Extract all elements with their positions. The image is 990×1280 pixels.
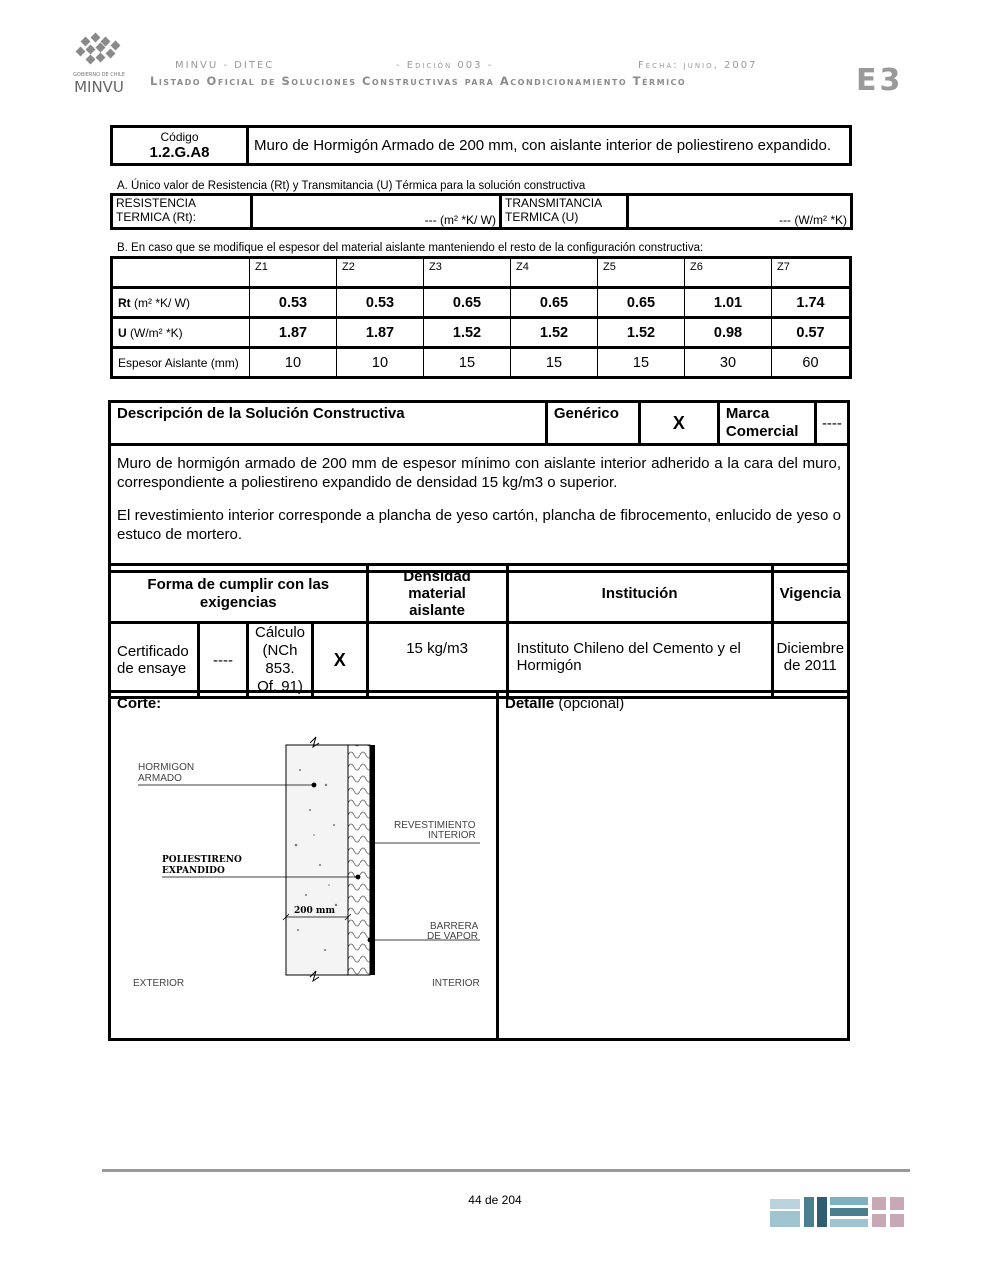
section-b-title: B. En caso que se modifique el espesor del material aislante manteniendo el resto de la configuración constructiva: xyxy=(117,242,704,254)
rt-row-label-unit: (m² *K/ W) xyxy=(130,295,190,310)
compliance-heading-line1: Forma de cumplir con las xyxy=(147,575,330,593)
density-heading-line3: aislante xyxy=(409,602,466,619)
u-row-label-bold: U xyxy=(118,325,127,340)
calc-mark: X xyxy=(313,623,368,698)
u-row-label xyxy=(112,318,250,348)
label-barrier-2: DE VAPOR xyxy=(427,931,478,942)
rt-row xyxy=(112,288,851,318)
section-a-title: A. Único valor de Resistencia (Rt) y Transmitancia (U) Térmica para la solución constructiva xyxy=(117,180,586,192)
zone-header: Z5 xyxy=(598,258,685,288)
minvu-footer-logo-icon xyxy=(770,1197,908,1229)
thickness-value-cell: 15 xyxy=(424,348,511,378)
u-value-cell: 0.57 xyxy=(772,318,851,348)
rt-value-cell: 0.53 xyxy=(250,288,337,318)
zone-header: Z1 xyxy=(250,258,337,288)
label-concrete-1: HORMIGON xyxy=(138,762,195,773)
density-value: 15 kg/m3 xyxy=(367,623,507,698)
zone-header-empty xyxy=(112,258,250,288)
rt-value-cell: 0.65 xyxy=(598,288,685,318)
zone-header: Z2 xyxy=(337,258,424,288)
zone-header: Z3 xyxy=(424,258,511,288)
rt-value-cell: 0.53 xyxy=(337,288,424,318)
page-number: 44 de 204 xyxy=(468,1193,522,1207)
rt-value-cell: 0.65 xyxy=(511,288,598,318)
brand-label xyxy=(718,402,815,445)
thickness-value-cell: 30 xyxy=(685,348,772,378)
label-eps-2: EXPANDIDO xyxy=(162,866,225,876)
description-table xyxy=(108,400,850,573)
code-table xyxy=(110,125,852,166)
label-concrete-2: ARMADO xyxy=(138,773,182,784)
header-edition: - Edición 003 - xyxy=(396,60,494,71)
rt-value: --- (m² *K/ W) xyxy=(252,195,501,229)
code-value: 1.2.G.A8 xyxy=(149,144,210,161)
section-a-table xyxy=(110,193,853,230)
u-label xyxy=(501,195,628,229)
detail-label-bold: Detalle xyxy=(505,695,555,712)
calc-label xyxy=(248,623,313,698)
code-cell xyxy=(112,127,248,165)
calc-label-line2: (NCh xyxy=(262,642,298,659)
u-value-cell: 1.52 xyxy=(424,318,511,348)
thickness-value-cell: 15 xyxy=(598,348,685,378)
insulation-layer xyxy=(348,745,370,975)
generic-label: Genérico xyxy=(546,402,639,445)
brand-value: ---- xyxy=(815,402,848,445)
validity-value-line2: de 2011 xyxy=(783,657,837,674)
label-lining-1: REVESTIMIENTO xyxy=(394,820,476,831)
label-exterior: EXTERIOR xyxy=(133,978,185,989)
section-code: E3 xyxy=(856,63,904,98)
thickness-row xyxy=(112,348,851,378)
rt-label-line2: TERMICA (Rt): xyxy=(116,210,196,224)
cert-value: ---- xyxy=(199,623,248,698)
density-heading xyxy=(367,565,507,623)
rt-row-label xyxy=(112,288,250,318)
section-b-table xyxy=(110,256,852,379)
label-lining-2: INTERIOR xyxy=(428,830,476,841)
logo-government-text: GOBIERNO DE CHILE xyxy=(73,72,125,78)
detail-label-rest: (opcional) xyxy=(554,695,625,712)
rt-value-cell: 1.74 xyxy=(772,288,851,318)
label-thickness: 200 mm xyxy=(294,906,335,916)
description-paragraph-1: Muro de hormigón armado de 200 mm de espesor mínimo con aislante interior adherido a la cara del muro, correspondiente a poliestireno expandido de densidad 15 kg/m3 o superior. xyxy=(117,455,841,491)
institution-value-line2: Hormigón xyxy=(516,657,582,674)
compliance-heading xyxy=(110,565,368,623)
rt-value-cell: 0.65 xyxy=(424,288,511,318)
thickness-value-cell: 15 xyxy=(511,348,598,378)
compliance-value-row xyxy=(110,623,849,698)
calc-label-line1: Cálculo xyxy=(254,624,306,641)
description-header-row xyxy=(110,402,849,445)
compliance-header-row xyxy=(110,565,849,623)
detail-cell xyxy=(498,692,849,1040)
validity-value-line1: Diciembre xyxy=(776,640,845,657)
minvu-logo xyxy=(68,32,130,94)
label-eps-1: POLIESTIRENO xyxy=(162,855,242,865)
cert-label-line2: de ensaye xyxy=(117,660,187,677)
rt-row-label-bold: Rt xyxy=(118,295,131,310)
u-row xyxy=(112,318,851,348)
header-date: Fecha: junio, 2007 xyxy=(638,60,758,71)
u-value-cell: 1.52 xyxy=(511,318,598,348)
logo-minvu-text: MINVU xyxy=(74,78,124,96)
institution-heading: Institución xyxy=(507,565,772,623)
cert-label xyxy=(110,623,199,698)
u-label-line1: TRANSMITANCIA xyxy=(505,196,603,210)
density-heading-line1: Densidad xyxy=(403,568,471,585)
u-value-cell: 1.87 xyxy=(337,318,424,348)
header-org: MINVU - DITEC xyxy=(175,60,275,71)
zone-header: Z7 xyxy=(772,258,851,288)
cut-label: Corte: xyxy=(117,695,162,712)
header-title: Listado Oficial de Soluciones Constructivas para Acondicionamiento Térmico xyxy=(150,74,687,88)
u-value-cell: 1.52 xyxy=(598,318,685,348)
description-text xyxy=(110,445,849,572)
compliance-table xyxy=(108,563,850,699)
u-value-cell: 1.87 xyxy=(250,318,337,348)
code-description: Muro de Hormigón Armado de 200 mm, con aislante interior de poliestireno expandido. xyxy=(248,127,851,165)
institution-value xyxy=(507,623,772,698)
u-value: --- (W/m² *K) xyxy=(628,195,852,229)
brand-label-line2: Comercial xyxy=(725,423,799,440)
calc-label-line3: 853. xyxy=(265,660,295,677)
minvu-logo-icon xyxy=(68,32,130,72)
rt-label-line1: RESISTENCIA xyxy=(116,196,197,210)
rt-value-cell: 1.01 xyxy=(685,288,772,318)
rt-label xyxy=(112,195,252,229)
u-label-line2: TERMICA (U) xyxy=(505,210,579,224)
description-paragraph-2: El revestimiento interior corresponde a plancha de yeso cartón, plancha de fibrocemento, enlucido de yeso o estuco de mortero. xyxy=(117,507,841,543)
validity-heading: Vigencia xyxy=(772,565,848,623)
label-interior: INTERIOR xyxy=(432,978,480,989)
cert-label-line1: Certificado xyxy=(117,643,189,660)
code-label: Código xyxy=(160,130,199,144)
density-heading-line2: material xyxy=(408,585,466,602)
detail-label xyxy=(499,693,847,714)
calc-label-line4: Of. 91) xyxy=(257,678,303,695)
zone-header-row xyxy=(112,258,851,288)
zone-header: Z6 xyxy=(685,258,772,288)
institution-value-line1: Instituto Chileno del Cemento y el xyxy=(516,640,741,657)
validity-value xyxy=(772,623,848,698)
thickness-value-cell: 10 xyxy=(337,348,424,378)
zone-header: Z4 xyxy=(511,258,598,288)
thickness-row-label: Espesor Aislante (mm) xyxy=(112,348,250,378)
label-barrier-1: BARRERA xyxy=(430,921,479,932)
concrete-layer xyxy=(286,745,348,975)
description-text-row xyxy=(110,445,849,572)
wall-section-drawing xyxy=(120,725,490,1005)
compliance-heading-line2: exigencias xyxy=(199,593,277,611)
footer-line xyxy=(102,1169,910,1172)
description-heading: Descripción de la Solución Constructiva xyxy=(110,402,547,445)
thickness-value-cell: 10 xyxy=(250,348,337,378)
generic-mark: X xyxy=(639,402,718,445)
u-value-cell: 0.98 xyxy=(685,318,772,348)
brand-label-line1: Marca xyxy=(725,405,770,422)
thickness-value-cell: 60 xyxy=(772,348,851,378)
u-row-label-unit: (W/m² *K) xyxy=(126,325,183,340)
